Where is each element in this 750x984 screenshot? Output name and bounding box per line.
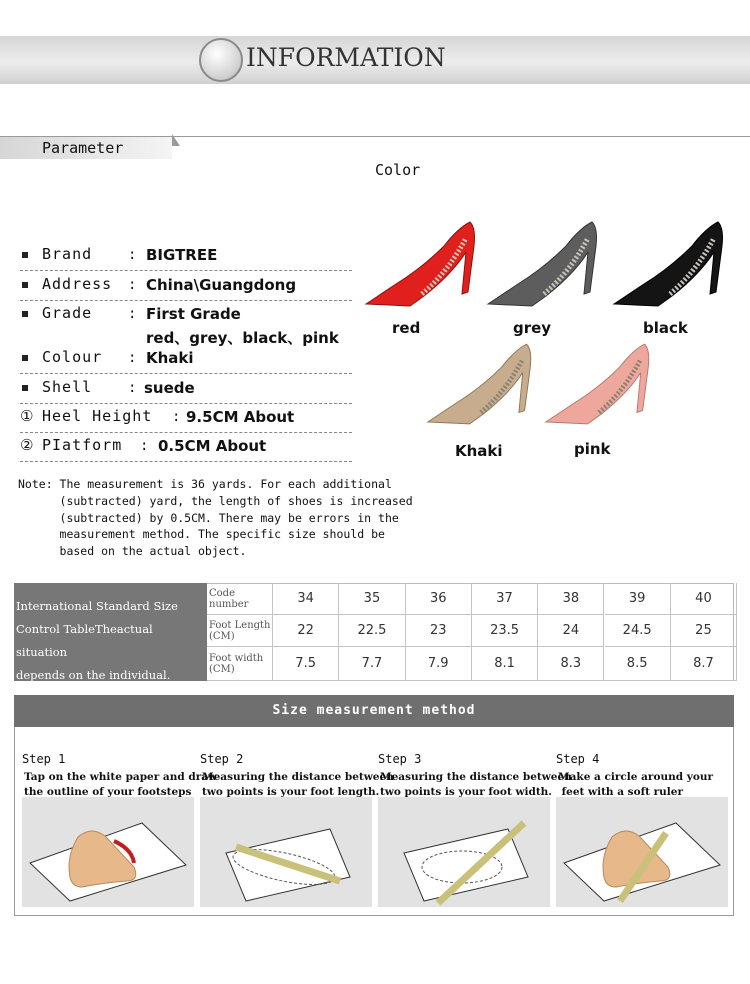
red-shoe-image [362, 218, 480, 310]
table-cell: 23 [406, 615, 472, 647]
method-title: Size measurement method [272, 703, 476, 718]
param-label: Colour [42, 348, 103, 366]
table-row-header: Foot width (CM) [207, 647, 273, 681]
colon: : [128, 306, 137, 322]
tab-corner-icon [172, 134, 180, 146]
table-cell: 7.9 [406, 647, 472, 681]
foot-circle-illustration [556, 797, 728, 907]
param-row-platform [20, 434, 352, 462]
table-row-header: Foot Length (CM) [207, 615, 273, 647]
colon: : [140, 438, 149, 454]
param-value: China\Guangdong [146, 276, 297, 294]
table-cell: 40 [671, 583, 737, 615]
shoe-label-black: black [643, 319, 688, 337]
param-label: Shell [42, 378, 93, 396]
table-cell: 38 [538, 583, 604, 615]
param-value: BIGTREE [146, 246, 218, 264]
colon: : [128, 350, 137, 366]
grey-shoe-image [484, 218, 602, 310]
param-value: 9.5CM About [186, 408, 295, 426]
param-label: Brand [42, 245, 93, 263]
colon: : [128, 247, 137, 263]
param-label: PIatform [42, 436, 123, 454]
param-value: First Grade [146, 305, 241, 323]
colon: : [128, 277, 137, 293]
step-3 [378, 752, 572, 798]
table-cell: 22 [273, 615, 339, 647]
description-line: International Standard Size [16, 599, 178, 613]
param-value: Khaki [146, 349, 194, 367]
table-cell: 24.5 [605, 615, 671, 647]
banner-circle-icon [199, 38, 243, 82]
colon: : [172, 409, 181, 425]
color-heading: Color [375, 161, 421, 179]
param-row-grade [20, 302, 352, 330]
bullet-icon [22, 385, 28, 391]
shoe-label-pink: pink [574, 440, 611, 458]
step-title: Step 2 [200, 752, 244, 766]
bullet-icon [22, 311, 28, 317]
step-4 [556, 752, 728, 798]
black-shoe-image [610, 218, 728, 310]
table-cell: 8.5 [605, 647, 671, 681]
param-row-brand [20, 243, 352, 271]
param-row-address [20, 273, 352, 301]
table-cell: 8.3 [538, 647, 604, 681]
khaki-shoe-image [424, 340, 536, 428]
circled-number: ② [20, 436, 34, 454]
table-cell: 35 [339, 583, 405, 615]
param-value: suede [144, 379, 195, 397]
step-2 [200, 752, 394, 798]
page-title: INFORMATION [246, 43, 446, 72]
step-description: Measuring the distance between two points is your foot width. [380, 771, 572, 798]
step-title: Step 4 [556, 752, 600, 766]
table-cell: 24 [538, 615, 604, 647]
table-cell: 37 [472, 583, 538, 615]
foot-width-illustration [378, 797, 550, 907]
size-table-description [14, 583, 207, 681]
shoe-label-grey: grey [513, 319, 552, 337]
shoe-label-red: red [392, 319, 421, 337]
step-description: Measuring the distance between two points is your foot length. [202, 771, 394, 798]
pink-shoe-image [542, 340, 654, 428]
param-row-heel-height [20, 405, 352, 433]
param-label: Grade [42, 304, 93, 322]
param-row-colour [20, 346, 352, 374]
step-title: Step 1 [22, 752, 66, 766]
table-cell: 34 [273, 583, 339, 615]
param-label: Address [42, 275, 113, 293]
table-cell: 25 [671, 615, 737, 647]
table-cell: 22.5 [339, 615, 405, 647]
step-title: Step 3 [378, 752, 422, 766]
description-line: depends on the individual. [16, 668, 171, 682]
bullet-icon [22, 282, 28, 288]
table-cell: 8.1 [472, 647, 538, 681]
bullet-icon [22, 252, 28, 258]
table-cell: 8.7 [671, 647, 737, 681]
foot-outline-illustration [22, 797, 194, 907]
step-description: Make a circle around your feet with a soft ruler [558, 771, 714, 798]
parameter-tab-label: Parameter [42, 139, 124, 157]
table-cell: 36 [406, 583, 472, 615]
step-1 [22, 752, 218, 798]
foot-length-illustration [200, 797, 372, 907]
description-line: Control TableTheactual situation [16, 622, 153, 659]
table-cell: 7.7 [339, 647, 405, 681]
bullet-icon [22, 355, 28, 361]
shoe-label-khaki: Khaki [455, 442, 503, 460]
measurement-note: Note: The measurement is 36 yards. For each additional (subtracted) yard, the length of shoes is increased (subtracted) by 0.5CM. There may be errors in the measurement method. The specific size should be based on the actual object. [18, 477, 413, 559]
divider [0, 136, 750, 137]
table-cell: 23.5 [472, 615, 538, 647]
step-description: Tap on the white paper and draw the outline of your footsteps [24, 771, 218, 798]
param-label: Heel Height [42, 407, 153, 425]
table-row-header: Code number [207, 583, 273, 615]
circled-number: ① [20, 407, 34, 425]
colon: : [128, 380, 137, 396]
param-row-shell [20, 376, 352, 404]
table-cell: 39 [605, 583, 671, 615]
param-value: 0.5CM About [158, 437, 267, 455]
grade-colors-value: red、grey、black、pink [146, 329, 339, 347]
table-cell: 7.5 [273, 647, 339, 681]
